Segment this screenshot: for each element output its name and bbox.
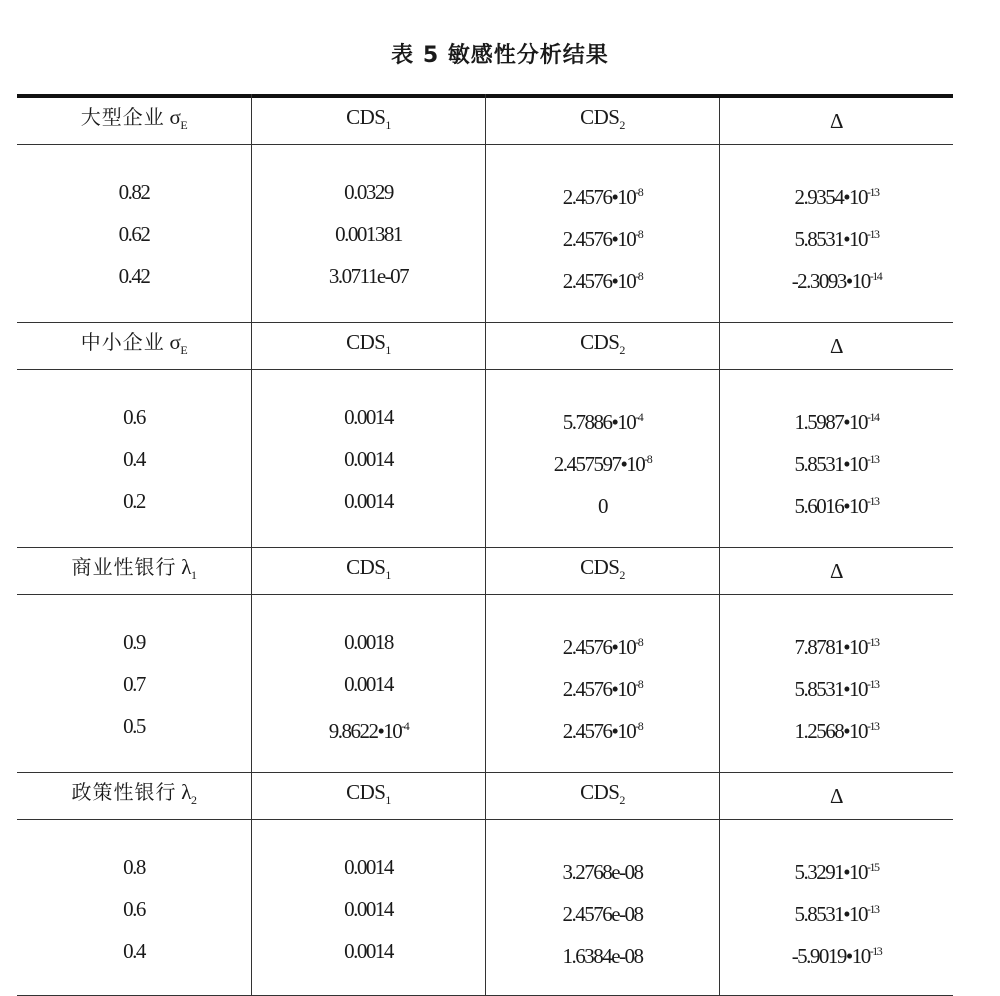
cds1-header: $CDS_1$: [251, 94, 485, 148]
delta-value: $-5.9019•10^{-13}$: [791, 944, 882, 968]
cds1-value: 0.0014: [344, 939, 393, 963]
delta-value: $5.8531•10^{-13}$: [794, 227, 879, 251]
param-column: [17, 820, 251, 995]
cds1-value: 0.0014: [344, 405, 393, 429]
delta-header: Δ: [719, 773, 953, 819]
param-value: 0.6: [123, 897, 145, 921]
delta-column: [719, 370, 953, 547]
delta-value: $5.8531•10^{-13}$: [794, 902, 879, 926]
cds2-value: $2.4576•10^{-8}$: [562, 635, 643, 659]
cds1-value: 0.0014: [344, 489, 393, 513]
cds2-column: [485, 370, 719, 547]
cds1-value: $9.8622•10^{-4}$: [328, 719, 409, 743]
cds1-value: 0.0018: [344, 630, 393, 654]
delta-header: Δ: [719, 323, 953, 369]
delta-value: $2.9354•10^{-13}$: [794, 185, 879, 209]
param-value: 0.4: [123, 939, 145, 963]
section-body: [17, 820, 953, 995]
param-header: 中小企业 $\sigma_E$: [80, 329, 188, 358]
cds2-value: $5.7886•10^{-4}$: [562, 410, 643, 434]
delta-value: $-2.3093•10^{-14}$: [791, 269, 882, 293]
delta-value: $5.3291•10^{-15}$: [794, 860, 879, 884]
param-value: 0.4: [123, 447, 145, 471]
cds2-value: $2.4576•10^{-8}$: [562, 719, 643, 743]
section-header-row: [17, 322, 953, 370]
cds1-value: 3.0711e-07: [328, 264, 409, 288]
cds2-value: $2.4576•10^{-8}$: [562, 269, 643, 293]
param-value: 0.82: [118, 180, 150, 204]
cds2-value: 0: [598, 494, 607, 518]
cds1-value: 0.0014: [344, 447, 393, 471]
section-header-row: [17, 98, 953, 145]
param-value: 0.8: [123, 855, 145, 879]
param-value: 0.7: [123, 672, 145, 696]
section-commercial-bank: [17, 547, 953, 772]
cds2-value: 2.4576e-08: [562, 902, 643, 926]
cds1-value: 0.001381: [335, 222, 402, 246]
cds2-value: 3.2768e-08: [562, 860, 643, 884]
cds2-value: 1.6384e-08: [562, 944, 643, 968]
cds2-column: [485, 145, 719, 322]
sensitivity-table: [17, 94, 953, 996]
delta-column: [719, 820, 953, 995]
delta-value: $5.8531•10^{-13}$: [794, 452, 879, 476]
delta-column: [719, 595, 953, 772]
delta-value: $1.2568•10^{-13}$: [794, 719, 879, 743]
section-policy-bank: [17, 772, 953, 996]
cds2-header: $CDS_2$: [485, 769, 719, 823]
section-header-row: [17, 772, 953, 820]
delta-value: $5.6016•10^{-13}$: [794, 494, 879, 518]
delta-value: $5.8531•10^{-13}$: [794, 677, 879, 701]
section-body: [17, 145, 953, 322]
cds1-value: 0.0329: [344, 180, 393, 204]
param-value: 0.6: [123, 405, 145, 429]
cds2-value: $2.4576•10^{-8}$: [562, 227, 643, 251]
param-column: [17, 370, 251, 547]
param-column: [17, 595, 251, 772]
cds2-column: [485, 595, 719, 772]
cds2-value: $2.4576•10^{-8}$: [562, 677, 643, 701]
cds1-value: 0.0014: [344, 855, 393, 879]
delta-value: $1.5987•10^{-14}$: [794, 410, 879, 434]
section-large-enterprise: [17, 98, 953, 322]
param-value: 0.62: [118, 222, 150, 246]
delta-value: $7.8781•10^{-13}$: [794, 635, 879, 659]
delta-header: Δ: [719, 98, 953, 144]
cds1-column: [251, 820, 485, 995]
cds1-header: $CDS_1$: [251, 769, 485, 823]
section-header-row: [17, 547, 953, 595]
section-sme: [17, 322, 953, 547]
cds1-value: 0.0014: [344, 672, 393, 696]
section-body: [17, 595, 953, 772]
param-header: 大型企业 $\sigma_E$: [80, 104, 188, 133]
param-value: 0.2: [123, 489, 145, 513]
param-value: 0.42: [118, 264, 150, 288]
cds1-column: [251, 145, 485, 322]
cds1-header: $CDS_1$: [251, 544, 485, 598]
cds2-value: $2.457597•10^{-8}$: [553, 452, 652, 476]
cds1-header: $CDS_1$: [251, 319, 485, 373]
cds1-column: [251, 370, 485, 547]
cds2-header: $CDS_2$: [485, 94, 719, 148]
cds2-header: $CDS_2$: [485, 544, 719, 598]
param-header: 政策性银行 $\lambda_2$: [71, 779, 197, 808]
delta-header: Δ: [719, 548, 953, 594]
param-value: 0.5: [123, 714, 145, 738]
param-header: 商业性银行 $\lambda_1$: [71, 554, 197, 583]
cds2-header: $CDS_2$: [485, 319, 719, 373]
cds1-column: [251, 595, 485, 772]
cds2-column: [485, 820, 719, 995]
cds2-value: $2.4576•10^{-8}$: [562, 185, 643, 209]
table-title: 表 5 敏感性分析结果: [391, 43, 609, 68]
param-value: 0.9: [123, 630, 145, 654]
param-column: [17, 145, 251, 322]
section-body: [17, 370, 953, 547]
delta-column: [719, 145, 953, 322]
cds1-value: 0.0014: [344, 897, 393, 921]
